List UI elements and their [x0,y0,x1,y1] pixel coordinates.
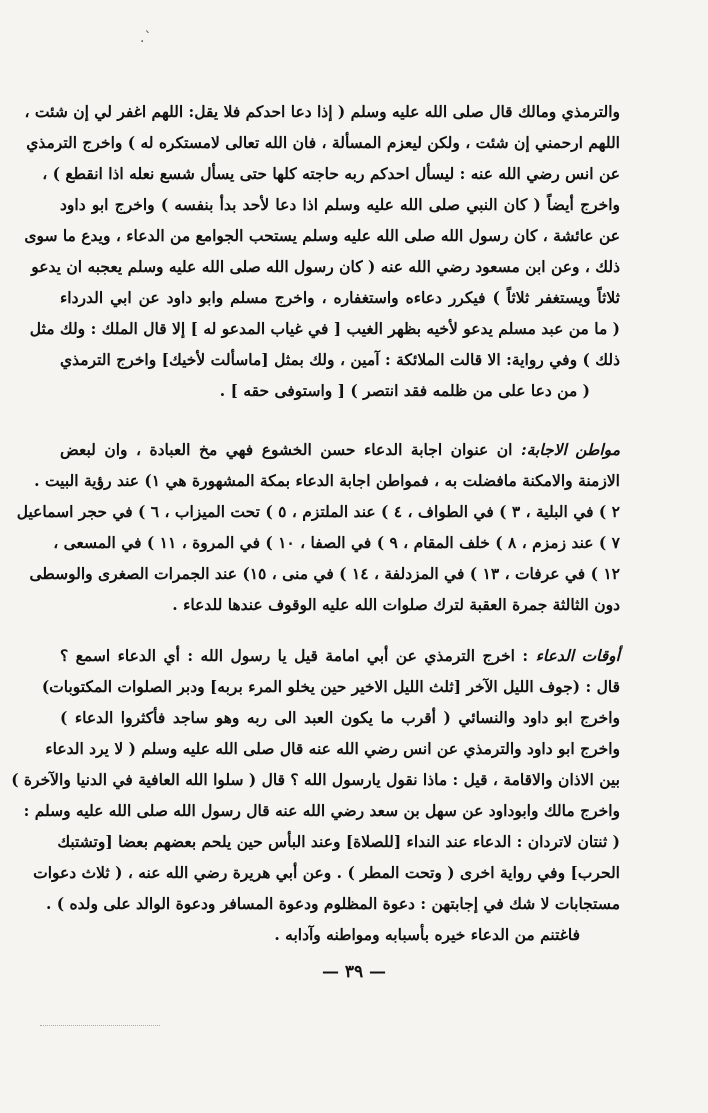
text-line: عن عائشة ، كان رسول الله صلى الله عليه وسلم يستحب الجوامع من الدعاء ، ويدع ما سوى [24,226,620,245]
text-line: ثلاثاً ويستغفر ثلاثاً ) فيكرر دعاءه واستغفاره ، واخرج مسلم وابو داود عن ابي الدرداء [60,288,620,307]
text-line: ٢ ) في البلية ، ٣ ) في الطواف ، ٤ ) عند الملتزم ، ٥ ) تحت الميزاب ، ٦ ) في حجر اسماعيل [16,502,620,521]
paragraph-hadith-intro [24,96,620,406]
text-line: واخرج ابو داود والترمذي عن انس رضي الله عنه قال صلى الله عليه وسلم ( لا يرد الدعاء [45,739,620,758]
section-heading-places: مواطن الاجابة: [520,440,620,459]
text-line [60,434,620,465]
text-line: الازمنة والامكنة مافضلت به ، فمواطن اجابة الدعاء بمكة المشهورة هي ١) عند رؤية البيت . [34,471,620,490]
text-line: ذلك ) وفي رواية: الا قالت الملائكة : آمين ، ولك بمثل [ماسألت لأخيك] واخرج الترمذي [60,350,620,369]
text-line: ١٢ ) في عرفات ، ١٣ ) في المزدلفة ، ١٤ ) في منى ، ١٥) عند الجمرات الصغرى والوسطى [29,564,620,583]
text-line: الحرب] وفي رواية اخرى ( وتحت المطر ) . وعن أبي هريرة رضي الله عنه ، ( ثلاث دعوات [33,863,620,882]
text-line: ٧ ) عند زمزم ، ٨ ) خلف المقام ، ٩ ) في الصفا ، ١٠ ) في المروة ، ١١ ) في المسعى ، [53,533,620,552]
section-heading-times: أوقات الدعاء [535,646,620,665]
text-line: اللهم ارحمني إن شئت ، ولكن ليعزم المسألة ، فان الله تعالى لامستكره له ) واخرج الترمذي [26,133,620,152]
text-line: ذلك ، وعن ابن مسعود رضي الله عنه ( كان رسول الله صلى الله عليه وسلم يعجبه ان يدعو [31,257,620,276]
text-line: ( ما من عبد مسلم يدعو لأخيه بظهر الغيب [ في غياب المدعو له ] إلا قال الملك : ولك مثل [29,319,620,338]
text-line: قال : (جوف الليل الآخر [ثلث الليل الاخير حين يخلو المرء بربه] ودبر الصلوات المكتوبات) [41,677,620,696]
scan-artifact [40,1025,160,1027]
text-line: فاغتنم من الدعاء خيره بأسبابه ومواطنه وآدابه . [274,925,580,944]
text-line: مستجابات لا شك في إجابتهن : دعوة المظلوم ودعوة المسافر ودعوة الوالد على ولده ) . [45,894,620,913]
text-line: عن انس رضي الله عنه : ليسأل احدكم ربه حاجته كلها حتى يسأل شسع نعله اذا انقطع ) ، [42,164,620,183]
text-line: ( من دعا على من ظلمه فقد انتصر ) [ واستوفى حقه ] . [219,381,590,400]
text-line: بين الاذان والاقامة ، قيل : ماذا نقول يارسول الله ؟ قال ( سلوا الله العافية في الدنيا والآخرة ) [11,770,620,789]
paragraph-places-of-answer [16,434,620,620]
text-line: ( ثنتان لاتردان : الدعاء عند النداء [للصلاة] وعند البأس حين يلحم بعضهم بعضا [وتشتبك [57,832,620,851]
page-number: — ٣٩ — [321,962,387,982]
text-line: دون الثالثة جمرة العقبة لترك صلوات الله عليه الوقوف عندها للدعاء . [172,595,620,614]
text-run: : اخرج الترمذي عن أبي امامة قيل يا رسول الله : أي الدعاء اسمع ؟ [60,646,536,665]
text-run: ان عنوان اجابة الدعاء حسن الخشوع فهي مخ العبادة ، وان لبعض [60,440,521,459]
scan-speck: ˋ. [140,30,152,46]
text-line: والترمذي ومالك قال صلى الله عليه وسلم ( إذا دعا احدكم فلا يقل: اللهم اغفر لي إن شئت ، [24,102,620,121]
text-line: واخرج أيضاً ( كان النبي صلى الله عليه وسلم اذا دعا لأحد بدأ بنفسه ) واخرج ابو داود [60,195,620,214]
text-line: واخرج مالك وابوداود عن سهل بن سعد رضي الله عنه قال رسول الله صلى الله عليه وسلم : [23,801,620,820]
paragraph-times-of-prayer [11,640,620,950]
text-line: واخرج ابو داود والنسائي ( أقرب ما يكون العبد الى ربه وهو ساجد فأكثروا الدعاء ) [60,708,620,727]
text-line [60,640,620,671]
